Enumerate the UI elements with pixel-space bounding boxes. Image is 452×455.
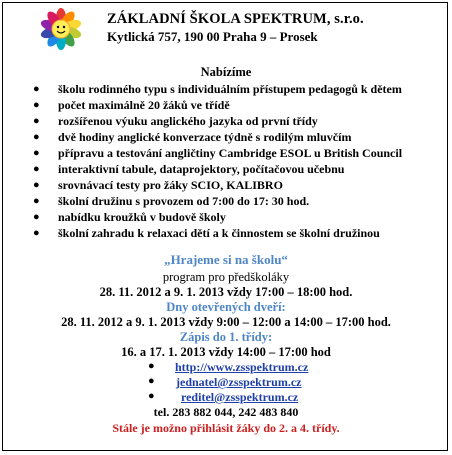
offer-title: Nabízíme [200, 65, 252, 79]
bullet-icon: ● [33, 211, 40, 223]
bullet-icon: ● [33, 227, 40, 239]
list-item: ● počet maximálně 20 žáků ve třídě [33, 98, 230, 112]
bullet-icon: ● [148, 375, 155, 387]
open-days-title: Dny otevřených dveří: [166, 300, 286, 314]
event-subtitle: program pro předškoláky [162, 270, 290, 284]
web-link-row [3, 360, 449, 375]
bullet-icon: ● [148, 360, 155, 372]
list-item: ● interaktivní tabule, dataprojektory, počítačovou učebnu [33, 162, 345, 176]
list-item: ● školu rodinného typu s individuálním přístupem pedagogů k dětem [33, 82, 402, 96]
list-item: ● srovnávací testy pro žáky SCIO, KALIBRO [33, 178, 283, 192]
open-days-dates: 28. 11. 2012 a 9. 1. 2013 vždy 9:00 – 12:00 a 14:00 – 17:00 hod. [61, 315, 391, 329]
email-link-row [3, 390, 449, 405]
enrollment-notice: Stále je možno přihlásit žáky do 2. a 4. třídy. [112, 421, 340, 435]
school-address: Kytlická 757, 190 00 Praha 9 – Prosek [107, 29, 318, 44]
bullet-icon: ● [33, 147, 40, 159]
phone-numbers: tel. 283 882 044, 242 483 840 [153, 405, 299, 419]
list-item: ● přípravu a testování angličtiny Cambridge ESOL u British Council [33, 146, 403, 160]
enrollment-title: Zápis do 1. třídy: [179, 330, 273, 344]
school-name: ZÁKLADNÍ ŠKOLA SPEKTRUM, s.r.o. [107, 11, 364, 27]
list-item: ● školní zahradu k relaxaci dětí a k činnostem se školní družinou [33, 226, 380, 240]
rainbow-flower-logo-icon [39, 7, 83, 51]
offer-list [3, 82, 449, 242]
bullet-icon: ● [33, 115, 40, 127]
email-link-row [3, 375, 449, 390]
list-item: ● nabídku kroužků v budově školy [33, 210, 226, 224]
reditel-email-link[interactable]: reditel@zsspektrum.cz [181, 390, 299, 404]
jednatel-email-link[interactable]: jednatel@zsspektrum.cz [176, 375, 302, 389]
list-item: ● rozšířenou výuku anglického jazyka od první třídy [33, 114, 318, 128]
list-item: ● dvě hodiny anglické konverzace týdně s rodilým mluvčím [33, 130, 352, 144]
bullet-icon: ● [33, 131, 40, 143]
event-dates: 28. 11. 2012 a 9. 1. 2013 vždy 17:00 – 18:00 hod. [99, 285, 353, 299]
enrollment-dates: 16. a 17. 1. 2013 vždy 14:00 – 17:00 hod [121, 345, 331, 359]
website-link[interactable]: http://www.zsspektrum.cz [175, 360, 309, 374]
bullet-icon: ● [33, 83, 40, 95]
bullet-icon: ● [33, 179, 40, 191]
bullet-icon: ● [33, 99, 40, 111]
flyer-frame [2, 2, 448, 451]
bullet-icon: ● [148, 390, 155, 402]
list-item: ● školní družinu s provozem od 7:00 do 17: 30 hod. [33, 194, 310, 208]
bullet-icon: ● [33, 163, 40, 175]
event-title: „Hrajeme si na školu“ [164, 252, 288, 267]
bullet-icon: ● [33, 195, 40, 207]
